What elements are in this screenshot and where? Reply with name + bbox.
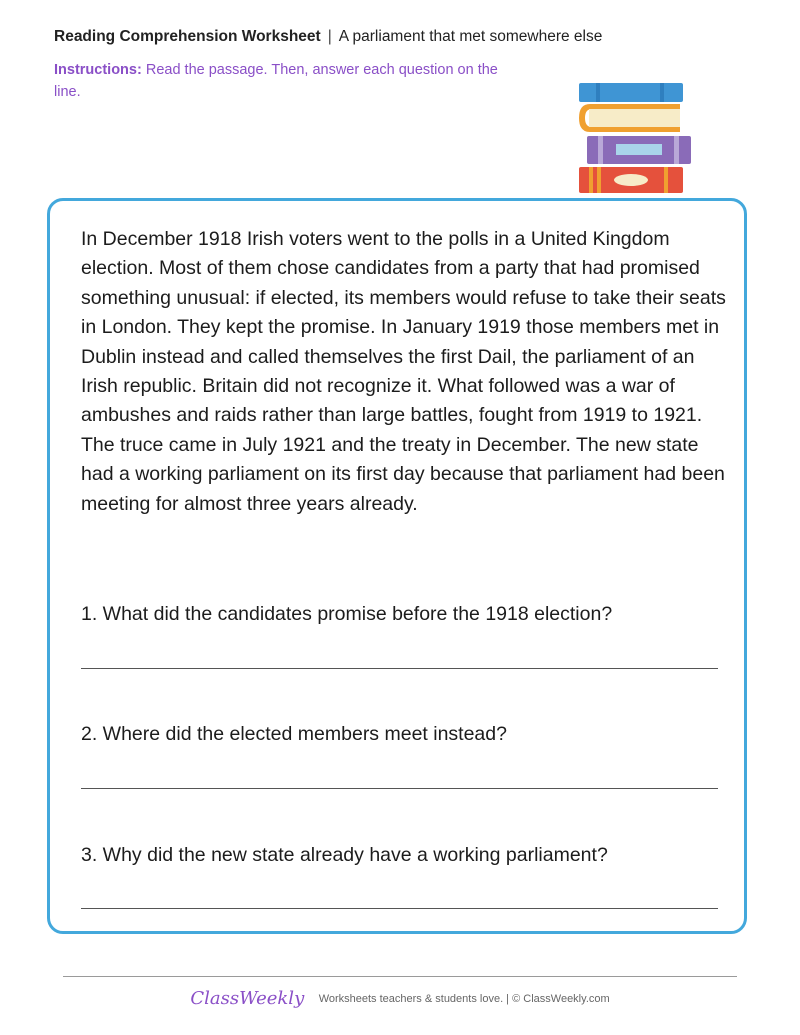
instructions-text: Read the passage. Then, answer each question on the line.: [54, 62, 498, 100]
question-1: 1. What did the candidates promise before the 1918 election?: [81, 603, 613, 625]
brand-logo: ClassWeekly: [190, 988, 305, 1009]
footer: [0, 988, 800, 1009]
reading-passage: In December 1918 Irish voters went to the polls in a United Kingdom election. Most of them chose candidates from a party that had promised something unusual: if elected, its members would refuse to take their seats in London. They kept the promise. In January 1919 those members met in Dublin instead and called themselves the first Dail, the parliament of an Irish republic. Britain did not recognize it. What followed was a war of ambushes and raids rather than large battles, fought from 1919 to 1921. The truce came in July 1921 and the treaty in December. The new state had a working parliament on its first day because that parliament had been meeting for almost three years already.: [81, 228, 726, 515]
worksheet-title: Reading Comprehension Worksheet: [54, 28, 321, 45]
answer-line-1[interactable]: [81, 668, 718, 669]
header-separator: |: [327, 28, 332, 45]
question-2: 2. Where did the elected members meet instead?: [81, 723, 507, 745]
instructions-label: Instructions:: [54, 62, 142, 78]
stack-of-books-icon: [576, 80, 694, 196]
answer-line-2[interactable]: [81, 788, 718, 789]
worksheet-header: [54, 28, 602, 46]
instructions: [54, 59, 514, 103]
footer-divider: [63, 976, 737, 977]
question-3: 3. Why did the new state already have a working parliament?: [81, 844, 608, 866]
books-illustration: [576, 80, 694, 196]
answer-line-3[interactable]: [81, 908, 718, 909]
footer-tagline: Worksheets teachers & students love. | © ClassWeekly.com: [318, 992, 610, 1005]
worksheet-subtitle: A parliament that met somewhere else: [338, 28, 603, 45]
